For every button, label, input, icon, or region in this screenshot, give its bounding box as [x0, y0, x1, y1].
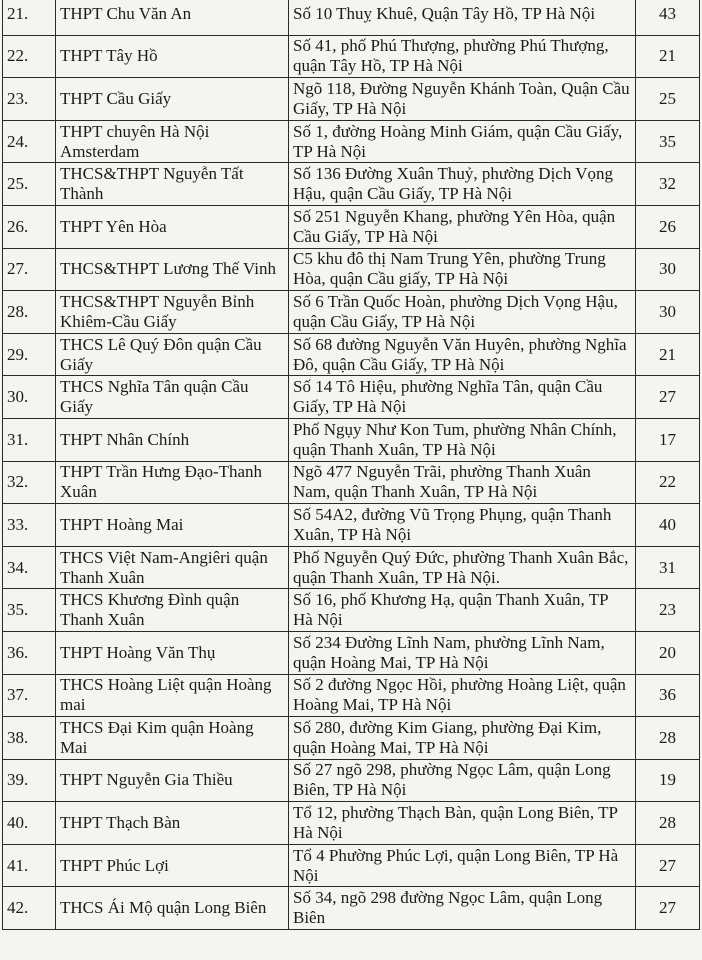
row-number: 26. [3, 205, 56, 248]
school-name: THCS Khương Đình quận Thanh Xuân [56, 589, 289, 632]
row-number: 30. [3, 376, 56, 419]
row-number: 31. [3, 418, 56, 461]
student-count: 23 [636, 589, 700, 632]
student-count: 19 [636, 759, 700, 802]
table-row [3, 759, 700, 802]
student-count: 30 [636, 291, 700, 334]
table-row [3, 291, 700, 334]
student-count: 28 [636, 717, 700, 760]
student-count: 30 [636, 248, 700, 291]
school-name: THCS&THPT Nguyễn Bỉnh Khiêm-Cầu Giấy [56, 291, 289, 334]
school-address: Tổ 12, phường Thạch Bàn, quận Long Biên, TP Hà Nội [289, 802, 636, 845]
school-address: Số 2 đường Ngọc Hồi, phường Hoàng Liệt, quận Hoàng Mai, TP Hà Nội [289, 674, 636, 717]
row-number: 41. [3, 844, 56, 887]
school-name: THPT chuyên Hà Nội Amsterdam [56, 120, 289, 163]
row-number: 28. [3, 291, 56, 334]
row-number: 40. [3, 802, 56, 845]
student-count: 21 [636, 35, 700, 78]
table-row [3, 78, 700, 121]
school-address: Số 1, đường Hoàng Minh Giám, quận Cầu Giấy, TP Hà Nội [289, 120, 636, 163]
table-row [3, 35, 700, 78]
school-address: Số 14 Tô Hiệu, phường Nghĩa Tân, quận Cầu Giấy, TP Hà Nội [289, 376, 636, 419]
school-name: THCS Việt Nam-Angiêri quận Thanh Xuân [56, 546, 289, 589]
table-row [3, 887, 700, 930]
student-count: 26 [636, 205, 700, 248]
row-number: 36. [3, 631, 56, 674]
school-name: THPT Yên Hòa [56, 205, 289, 248]
table-row [3, 0, 700, 35]
school-address: Số 251 Nguyễn Khang, phường Yên Hòa, quận Cầu Giấy, TP Hà Nội [289, 205, 636, 248]
table-row [3, 504, 700, 547]
table-body [3, 0, 700, 930]
school-name: THCS Đại Kim quận Hoàng Mai [56, 717, 289, 760]
row-number: 32. [3, 461, 56, 504]
school-name: THPT Cầu Giấy [56, 78, 289, 121]
table-row [3, 248, 700, 291]
student-count: 17 [636, 418, 700, 461]
school-address: Số 16, phố Khương Hạ, quận Thanh Xuân, TP Hà Nội [289, 589, 636, 632]
school-name: THCS Ái Mộ quận Long Biên [56, 887, 289, 930]
table-row [3, 802, 700, 845]
row-number: 37. [3, 674, 56, 717]
student-count: 35 [636, 120, 700, 163]
school-address: Tổ 4 Phường Phúc Lợi, quận Long Biên, TP Hà Nội [289, 844, 636, 887]
row-number: 38. [3, 717, 56, 760]
school-address: Số 54A2, đường Vũ Trọng Phụng, quận Thanh Xuân, TP Hà Nội [289, 504, 636, 547]
school-name: THPT Phúc Lợi [56, 844, 289, 887]
school-address: Số 27 ngõ 298, phường Ngọc Lâm, quận Long Biên, TP Hà Nội [289, 759, 636, 802]
row-number: 21. [3, 0, 56, 35]
school-address: Số 6 Trần Quốc Hoàn, phường Dịch Vọng Hậu, quận Cầu Giấy, TP Hà Nội [289, 291, 636, 334]
schools-table [2, 0, 700, 930]
school-address: Ngõ 118, Đường Nguyễn Khánh Toàn, Quận Cầu Giấy, TP Hà Nội [289, 78, 636, 121]
table-row [3, 163, 700, 206]
student-count: 36 [636, 674, 700, 717]
school-name: THPT Tây Hồ [56, 35, 289, 78]
student-count: 32 [636, 163, 700, 206]
student-count: 28 [636, 802, 700, 845]
school-name: THPT Nguyễn Gia Thiều [56, 759, 289, 802]
school-name: THPT Chu Văn An [56, 0, 289, 35]
table-row [3, 717, 700, 760]
row-number: 39. [3, 759, 56, 802]
school-name: THPT Trần Hưng Đạo-Thanh Xuân [56, 461, 289, 504]
school-address: Số 280, đường Kim Giang, phường Đại Kim, quận Hoàng Mai, TP Hà Nội [289, 717, 636, 760]
table-row [3, 844, 700, 887]
row-number: 25. [3, 163, 56, 206]
student-count: 31 [636, 546, 700, 589]
school-address: Phố Nguyễn Quý Đức, phường Thanh Xuân Bắc, quận Thanh Xuân, TP Hà Nội. [289, 546, 636, 589]
school-name: THCS Lê Quý Đôn quận Cầu Giấy [56, 333, 289, 376]
school-address: Ngõ 477 Nguyễn Trãi, phường Thanh Xuân Nam, quận Thanh Xuân, TP Hà Nội [289, 461, 636, 504]
school-name: THPT Nhân Chính [56, 418, 289, 461]
school-address: C5 khu đô thị Nam Trung Yên, phường Trung Hòa, quận Cầu giấy, TP Hà Nội [289, 248, 636, 291]
school-address: Số 41, phố Phú Thượng, phường Phú Thượng, quận Tây Hồ, TP Hà Nội [289, 35, 636, 78]
table-row [3, 461, 700, 504]
student-count: 25 [636, 78, 700, 121]
student-count: 27 [636, 844, 700, 887]
table-row [3, 418, 700, 461]
student-count: 43 [636, 0, 700, 35]
row-number: 27. [3, 248, 56, 291]
school-address: Số 34, ngõ 298 đường Ngọc Lâm, quận Long Biên [289, 887, 636, 930]
school-name: THPT Thạch Bàn [56, 802, 289, 845]
student-count: 22 [636, 461, 700, 504]
school-address: Phố Ngụy Như Kon Tum, phường Nhân Chính, quận Thanh Xuân, TP Hà Nội [289, 418, 636, 461]
table-row [3, 376, 700, 419]
table-row [3, 546, 700, 589]
row-number: 22. [3, 35, 56, 78]
school-name: THCS&THPT Nguyễn Tất Thành [56, 163, 289, 206]
row-number: 24. [3, 120, 56, 163]
row-number: 29. [3, 333, 56, 376]
school-address: Số 10 Thuỵ Khuê, Quận Tây Hồ, TP Hà Nội [289, 0, 636, 35]
row-number: 34. [3, 546, 56, 589]
student-count: 40 [636, 504, 700, 547]
row-number: 33. [3, 504, 56, 547]
school-name: THPT Hoàng Văn Thụ [56, 631, 289, 674]
student-count: 27 [636, 376, 700, 419]
row-number: 42. [3, 887, 56, 930]
student-count: 20 [636, 631, 700, 674]
school-name: THCS Hoàng Liệt quận Hoàng mai [56, 674, 289, 717]
student-count: 21 [636, 333, 700, 376]
school-name: THCS&THPT Lương Thế Vinh [56, 248, 289, 291]
school-name: THPT Hoàng Mai [56, 504, 289, 547]
student-count: 27 [636, 887, 700, 930]
table-row [3, 205, 700, 248]
table-row [3, 333, 700, 376]
table-row [3, 120, 700, 163]
school-name: THCS Nghĩa Tân quận Cầu Giấy [56, 376, 289, 419]
school-address: Số 136 Đường Xuân Thuỷ, phường Dịch Vọng Hậu, quận Cầu Giấy, TP Hà Nội [289, 163, 636, 206]
school-address: Số 68 đường Nguyễn Văn Huyên, phường Nghĩa Đô, quận Cầu Giấy, TP Hà Nội [289, 333, 636, 376]
table-row [3, 589, 700, 632]
table-row [3, 631, 700, 674]
table-row [3, 674, 700, 717]
school-address: Số 234 Đường Lĩnh Nam, phường Lĩnh Nam, quận Hoàng Mai, TP Hà Nội [289, 631, 636, 674]
row-number: 23. [3, 78, 56, 121]
row-number: 35. [3, 589, 56, 632]
